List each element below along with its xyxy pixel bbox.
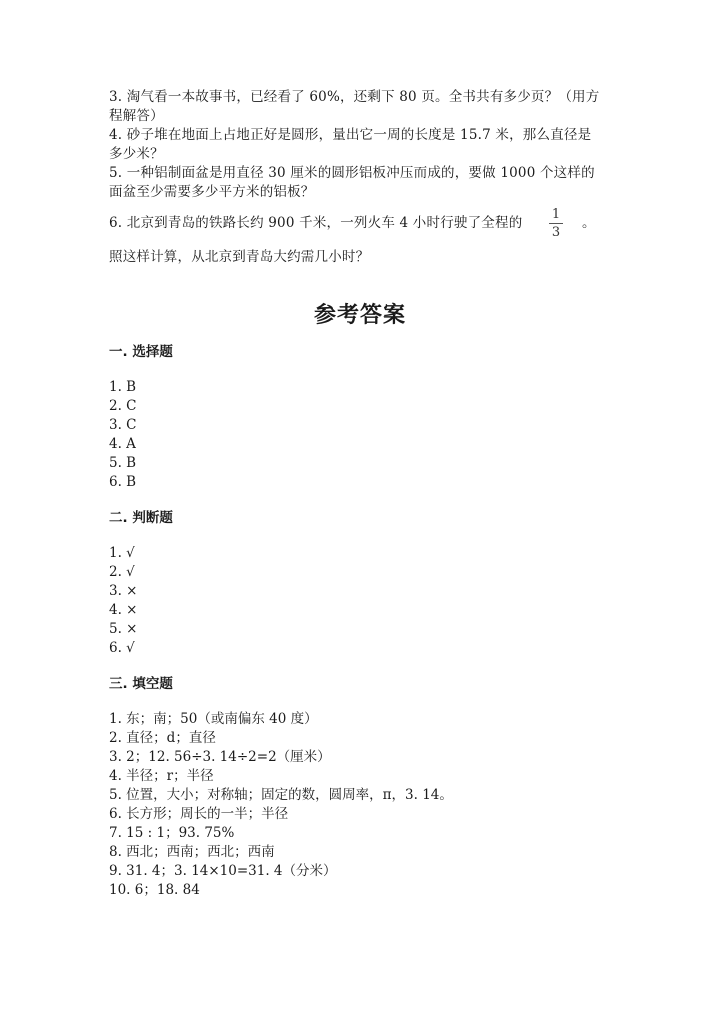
section-heading-fill-blank: 三. 填空题 [109,676,173,692]
fill-blank-answer-list [109,710,453,900]
question-6-line-1: 6. 北京到青岛的铁路长约 900 千米，一列火车 4 小时行驶了全程的 [109,215,523,231]
list-item: 6. √ [109,640,135,656]
question-3-line-1: 3. 淘气看一本故事书，已经看了 60%，还剩下 80 页。全书共有多少页？（用方 [109,89,600,105]
list-item: 10. 6；18. 84 [109,882,200,898]
section-heading-choice: 一. 选择题 [109,344,173,360]
list-item: 2. √ [109,564,135,580]
list-item: 1. 东；南；50（或南偏东 40 度） [109,711,318,727]
question-5-line-2: 面盆至少需要多少平方米的铝板？ [109,184,315,200]
list-item: 7. 15 : 1；93. 75% [109,825,235,841]
list-item: 2. 直径；d；直径 [109,730,216,746]
choice-answer-list [109,378,137,492]
list-item: 1. √ [109,545,135,561]
fraction-numerator: 1 [551,207,561,222]
list-item: 3. × [109,583,138,599]
fraction-denominator: 3 [551,225,561,240]
judgment-answer-list [109,544,137,658]
list-item: 2. C [109,398,137,414]
list-item: 5. 位置，大小；对称轴；固定的数，圆周率，π，3. 14。 [109,787,453,803]
list-item: 9. 31. 4；3. 14×10=31. 4（分米） [109,863,337,879]
answers-title: 参考答案 [313,303,406,328]
question-4-line-2: 多少米？ [109,146,164,162]
section-heading-judgment: 二. 判断题 [109,510,173,526]
list-item: 1. B [109,379,137,395]
list-item: 4. A [109,436,136,452]
list-item: 4. × [109,602,138,618]
list-item: 6. 长方形；周长的一半；半径 [109,806,289,822]
list-item: 4. 半径；r；半径 [109,768,214,784]
question-6-line-2: 照这样计算，从北京到青岛大约需几小时？ [109,249,370,265]
list-item: 6. B [109,474,137,490]
question-4-line-1: 4. 砂子堆在地面上占地正好是圆形，量出它一周的长度是 15.7 米，那么直径是 [109,127,592,143]
question-6-period: 。 [582,215,596,231]
list-item: 8. 西北；西南；西北；西南 [109,844,275,860]
fraction-bar [549,223,563,224]
question-5-line-1: 5. 一种铝制面盆是用直径 30 厘米的圆形铝板冲压而成的，要做 1000 个这样的 [109,165,595,181]
list-item: 5. B [109,455,137,471]
question-3-line-2: 程解答） [109,108,164,124]
list-item: 3. C [109,417,137,433]
fraction-one-third [548,208,564,239]
list-item: 5. × [109,621,138,637]
list-item: 3. 2；12. 56÷3. 14÷2=2（厘米） [109,749,331,765]
